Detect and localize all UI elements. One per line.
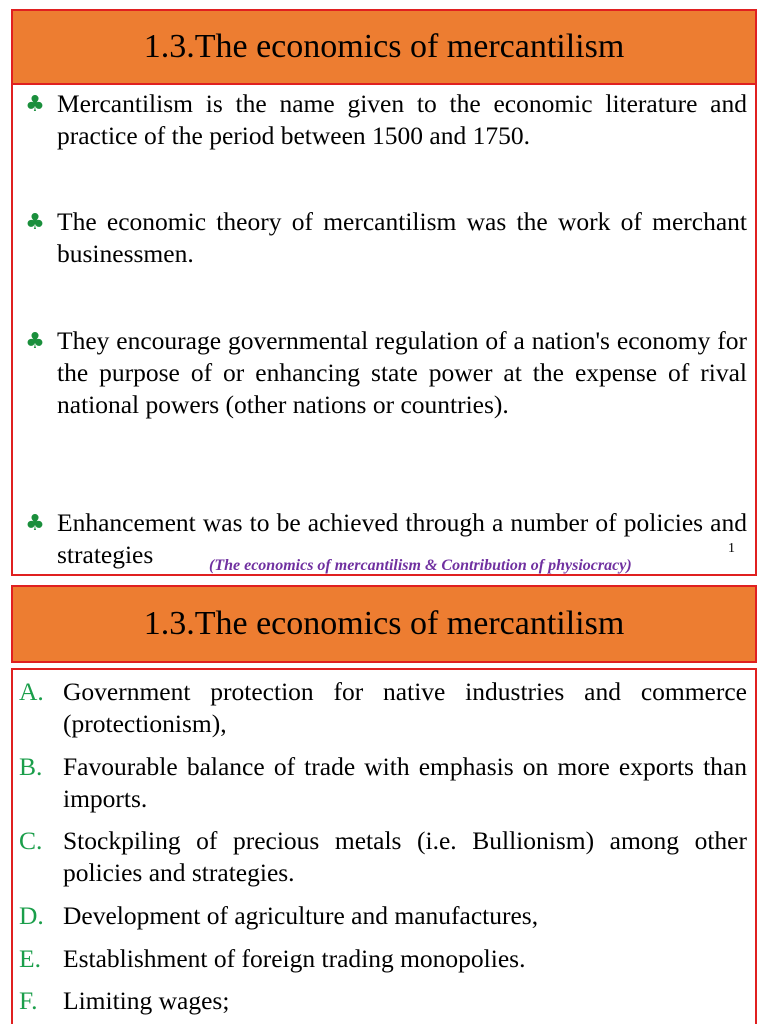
item-text: Stockpiling of precious metals (i.e. Bullionism) among other policies and strategies. [63, 826, 747, 887]
item-letter: C. [19, 826, 43, 855]
item-letter: F. [19, 986, 38, 1015]
item-text: Limiting wages; [63, 986, 230, 1015]
slide1-bullet-2 [13, 206, 755, 270]
club-bullet-icon: ♣ [25, 210, 45, 235]
slide2-item-c [13, 825, 755, 889]
slide2-item-d [13, 900, 755, 932]
slide2-item-a [13, 676, 755, 740]
club-bullet-icon: ♣ [25, 92, 45, 117]
slide2-title-bar [11, 585, 757, 663]
club-bullet-icon: ♣ [25, 329, 45, 354]
slide2-content-box [11, 668, 757, 1024]
item-text: Establishment of foreign trading monopolies. [63, 944, 526, 973]
bullet-text: Enhancement was to be achieved through a number of policies and strategies [57, 508, 747, 569]
club-bullet-icon: ♣ [25, 511, 45, 536]
slide1-title: 1.3.The economics of mercantilism [143, 28, 625, 65]
slide1-content-box [11, 84, 757, 576]
slide2-item-f [13, 985, 755, 1017]
item-text: Favourable balance of trade with emphasis on more exports than imports. [63, 752, 747, 813]
bullet-text: Mercantilism is the name given to the economic literature and practice of the period between 1500 and 1750. [57, 89, 747, 150]
slide1-bullet-3 [13, 325, 755, 421]
slide1-page-number: 1 [728, 541, 735, 556]
slide1-title-bar [11, 9, 757, 85]
item-text: Development of agriculture and manufactures, [63, 901, 539, 930]
slide2-title: 1.3.The economics of mercantilism [143, 605, 625, 642]
slide1-footer-note: (The economics of mercantilism & Contribution of physiocracy) [209, 557, 632, 574]
bullet-text: They encourage governmental regulation of a nation's economy for the purpose of or enhancing state power at the expense of rival national powers (other nations or countries). [57, 326, 747, 419]
slide1-bullet-1 [13, 88, 755, 152]
slide2-item-e [13, 943, 755, 975]
slide2-item-b [13, 751, 755, 815]
item-letter: B. [19, 752, 43, 781]
item-letter: D. [19, 901, 44, 930]
bullet-text: The economic theory of mercantilism was the work of merchant businessmen. [57, 207, 747, 268]
item-letter: A. [19, 677, 44, 706]
item-letter: E. [19, 944, 41, 973]
item-text: Government protection for native industries and commerce (protectionism), [63, 677, 747, 738]
